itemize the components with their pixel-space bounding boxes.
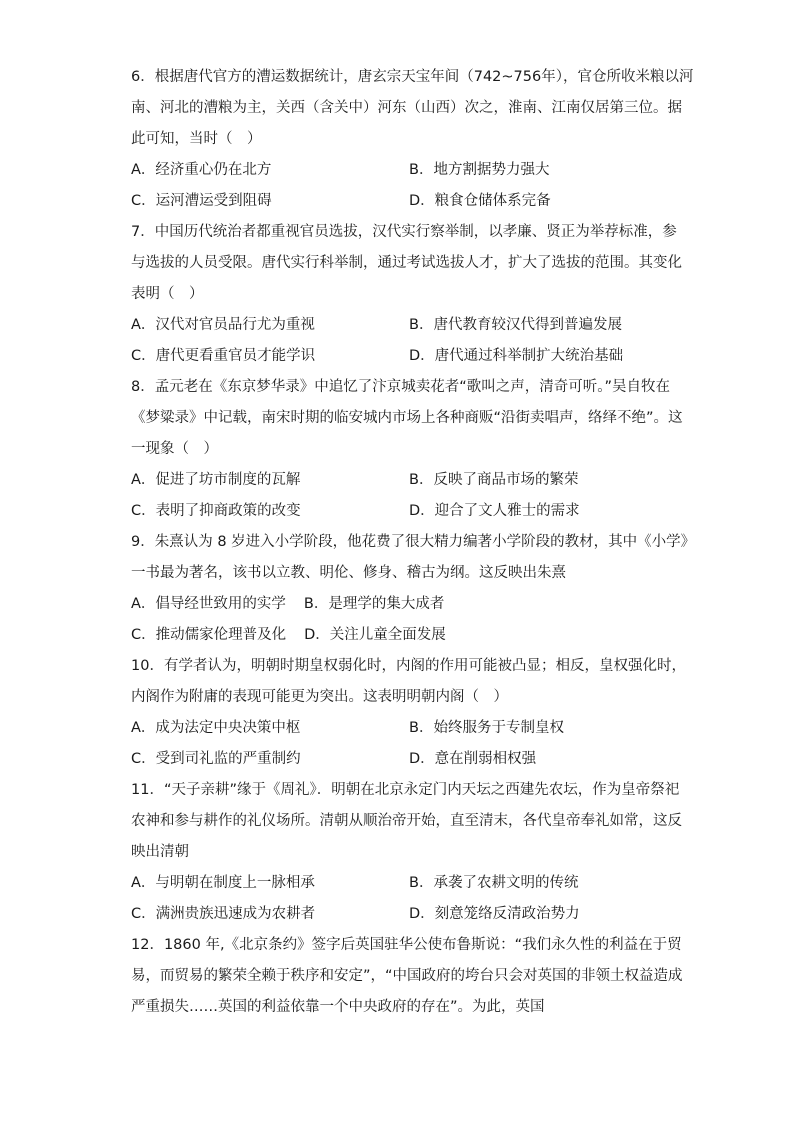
options-row [131, 465, 671, 496]
options-row [131, 155, 671, 186]
option-c[interactable]: C．满洲贵族迅速成为农耕者 [131, 906, 316, 922]
option-b[interactable]: B．始终服务于专制皇权 [409, 720, 564, 736]
option-a[interactable]: A．与明朝在制度上一脉相承 [131, 875, 315, 891]
option-a[interactable]: A．经济重心仍在北方 [131, 162, 272, 178]
options-row [131, 310, 671, 341]
question-11 [131, 775, 682, 930]
question-stem-line: 易，而贸易的繁荣全赖于秩序和安定”，“中国政府的垮台只会对英国的非领土权益造成 [131, 968, 683, 984]
options-row [131, 186, 671, 217]
question-stem-line: 内阁作为附庸的表现可能更为突出。这表明明朝内阁（ ） [131, 689, 508, 705]
question-stem-line: 9．朱熹认为 8 岁进入小学阶段，他花费了很大精力编著小学阶段的教材，其中《小学》 [131, 534, 696, 550]
question-stem-line: 8．孟元老在《东京梦华录》中追忆了汴京城卖花者“歌叫之声，清奇可听。”吴自牧在 [131, 379, 670, 395]
option-c[interactable]: C．受到司礼监的严重制约 [131, 751, 301, 767]
option-c[interactable]: C．推动儒家伦理普及化 [131, 627, 287, 643]
question-stem-line: 映出清朝 [131, 844, 189, 860]
option-c[interactable]: C．表明了抑商政策的改变 [131, 503, 301, 519]
options-row [131, 341, 671, 372]
question-10 [131, 651, 686, 775]
question-stem-line: 《梦粱录》中记载，南宋时期的临安城内市场上各种商贩“沿街卖唱声，络绎不绝”。这 [131, 410, 683, 426]
question-12 [131, 930, 683, 1023]
option-d[interactable]: D．意在削弱相权强 [409, 751, 537, 767]
option-d[interactable]: D．粮食仓储体系完备 [409, 193, 551, 209]
question-6 [131, 62, 694, 217]
option-a[interactable]: A．汉代对官员品行尤为重视 [131, 317, 315, 333]
question-stem-line: 12．1860 年,《北京条约》签字后英国驻华公使布鲁斯说：“我们永久性的利益在于贸 [131, 937, 682, 953]
question-stem-line: 一现象（ ） [131, 441, 218, 457]
question-stem-line: 此可知，当时（ ） [131, 131, 262, 147]
option-d[interactable]: D．关注儿童全面发展 [304, 627, 446, 643]
option-d[interactable]: D．唐代通过科举制扩大统治基础 [409, 348, 624, 364]
question-stem-line: 7．中国历代统治者都重视官员选拔，汉代实行察举制，以孝廉、贤正为举荐标准，参 [131, 224, 677, 240]
options-row [131, 713, 671, 744]
exam-page [131, 62, 696, 1023]
option-b[interactable]: B．是理学的集大成者 [303, 596, 445, 612]
option-c[interactable]: C．运河漕运受到阻碍 [131, 193, 272, 209]
question-stem-line: 10．有学者认为，明朝时期皇权弱化时，内阁的作用可能被凸显；相反，皇权强化时， [131, 658, 686, 674]
options-row [131, 744, 671, 775]
option-a[interactable]: A．促进了坊市制度的瓦解 [131, 472, 301, 488]
question-stem-line: 一书最为著名，该书以立教、明伦、修身、稽古为纲。这反映出朱熹 [131, 565, 566, 581]
question-stem-line: 6．根据唐代官方的漕运数据统计，唐玄宗天宝年间（742~756年），官仓所收米粮以河 [131, 69, 694, 85]
option-a[interactable]: A．成为法定中央决策中枢 [131, 720, 301, 736]
question-stem-line: 与选拔的人员受限。唐代实行科举制，通过考试选拔人才，扩大了选拔的范围。其变化 [131, 255, 682, 271]
option-a[interactable]: A．倡导经世致用的实学 [131, 596, 286, 612]
question-stem-line: 严重损失……英国的利益依靠一个中央政府的存在”。为此，英国 [131, 999, 545, 1015]
question-stem-line: 农神和参与耕作的礼仪场所。清朝从顺治帝开始，直至清末，各代皇帝奉礼如常，这反 [131, 813, 682, 829]
options-row [131, 496, 671, 527]
option-b[interactable]: B．反映了商品市场的繁荣 [409, 472, 579, 488]
options-row [131, 589, 671, 620]
question-9 [131, 527, 696, 651]
question-stem-line: 11．“天子亲耕”缘于《周礼》．明朝在北京永定门内天坛之西建先农坛，作为皇帝祭祀 [131, 782, 680, 798]
option-d[interactable]: D．刻意笼络反清政治势力 [409, 906, 580, 922]
option-b[interactable]: B．地方割据势力强大 [409, 162, 550, 178]
option-b[interactable]: B．承袭了农耕文明的传统 [409, 875, 579, 891]
options-row [131, 899, 671, 930]
question-stem-line: 表明（ ） [131, 286, 204, 302]
options-row [131, 868, 671, 899]
question-8 [131, 372, 683, 527]
option-c[interactable]: C．唐代更看重官员才能学识 [131, 348, 316, 364]
option-d[interactable]: D．迎合了文人雅士的需求 [409, 503, 580, 519]
options-row [131, 620, 671, 651]
option-b[interactable]: B．唐代教育较汉代得到普遍发展 [409, 317, 622, 333]
question-7 [131, 217, 682, 372]
question-stem-line: 南、河北的漕粮为主，关西（含关中）河东（山西）次之，淮南、江南仅居第三位。据 [131, 100, 682, 116]
